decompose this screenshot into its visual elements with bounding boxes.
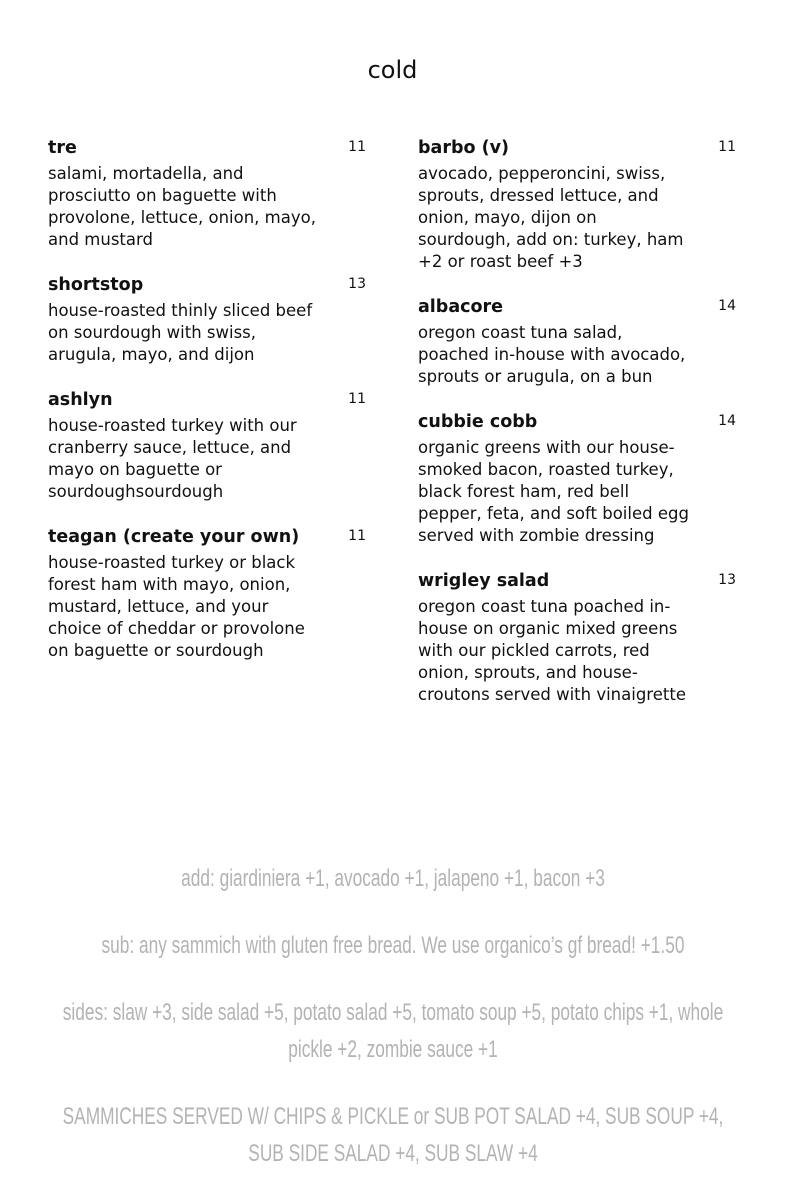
menu-item-description: house-roasted turkey with our cranberry sauce, lettuce, and mayo on baguette or sourdoughsourdough	[48, 416, 297, 501]
menu-item-price: 13	[348, 276, 366, 292]
menu-item-header	[48, 273, 368, 297]
menu-item-name: ashlyn	[48, 390, 113, 410]
menu-item-description: avocado, pepperoncini, swiss, sprouts, dressed lettuce, and onion, mayo, dijon on sourdough, add on: turkey, ham +2 or roast beef +3	[418, 164, 684, 271]
menu-item	[48, 388, 368, 503]
menu-item	[418, 136, 738, 273]
section-title: cold	[367, 56, 418, 84]
menu-item-header	[48, 388, 368, 412]
menu-column-left	[48, 136, 368, 684]
menu-item	[48, 273, 368, 366]
menu-item-name: barbo (v)	[418, 138, 510, 158]
menu-item-price: 14	[718, 298, 736, 314]
menu-item-name: albacore	[418, 297, 504, 317]
menu-notes	[40, 860, 745, 1172]
menu-item	[48, 136, 368, 251]
menu-item-price: 13	[718, 572, 736, 588]
menu-item-price: 11	[348, 528, 366, 544]
menu-item-price: 11	[348, 391, 366, 407]
menu-item-header	[418, 569, 738, 593]
add-ons-note: add: giardiniera +1, avocado +1, jalapeno +1, bacon +3	[181, 865, 605, 892]
menu-item-price: 11	[718, 139, 736, 155]
menu-column-right	[418, 136, 738, 728]
menu-item-name: shortstop	[48, 275, 144, 295]
menu-item-header	[418, 136, 738, 160]
menu-item-description: house-roasted thinly sliced beef on sourdough with swiss, arugula, mayo, and dijon	[48, 301, 313, 364]
served-with-note: SAMMICHES SERVED W/ CHIPS & PICKLE or SUB POT SALAD +4, SUB SOUP +4, SUB SIDE SALAD +4, SUB SLAW +4	[62, 1103, 724, 1167]
gluten-free-note: sub: any sammich with gluten free bread. We use organico’s gf bread! +1.50	[101, 932, 685, 959]
menu-item-description: oregon coast tuna poached in-house on organic mixed greens with our pickled carrots, red onion, sprouts, and house-croutons served with vinaigrette	[418, 597, 686, 704]
menu-item-price: 14	[718, 413, 736, 429]
menu-item-header	[418, 410, 738, 434]
menu-item-header	[48, 525, 368, 549]
menu-item-description: organic greens with our house-smoked bacon, roasted turkey, black forest ham, red bell pepper, feta, and soft boiled egg served with zombie dressing	[418, 438, 689, 545]
menu-item	[418, 569, 738, 706]
menu-item	[418, 295, 738, 388]
menu-item-description: oregon coast tuna salad, poached in-house with avocado, sprouts or arugula, on a bun	[418, 323, 686, 386]
menu-item-header	[418, 295, 738, 319]
menu-item-header	[48, 136, 368, 160]
menu-item-name: tre	[48, 138, 77, 158]
menu-item-description: salami, mortadella, and prosciutto on baguette with provolone, lettuce, onion, mayo, and mustard	[48, 164, 316, 249]
menu-item-name: wrigley salad	[418, 571, 550, 591]
menu-item-name: cubbie cobb	[418, 412, 538, 432]
sides-note: sides: slaw +3, side salad +5, potato salad +5, tomato soup +5, potato chips +1, whole pickle +2, zombie sauce +1	[62, 999, 724, 1063]
menu-item	[48, 525, 368, 662]
menu-item	[418, 410, 738, 547]
menu-item-price: 11	[348, 139, 366, 155]
menu-item-name: teagan (create your own)	[48, 527, 300, 547]
menu-item-description: house-roasted turkey or black forest ham with mayo, onion, mustard, lettuce, and your choice of cheddar or provolone on baguette or sourdough	[48, 553, 305, 660]
